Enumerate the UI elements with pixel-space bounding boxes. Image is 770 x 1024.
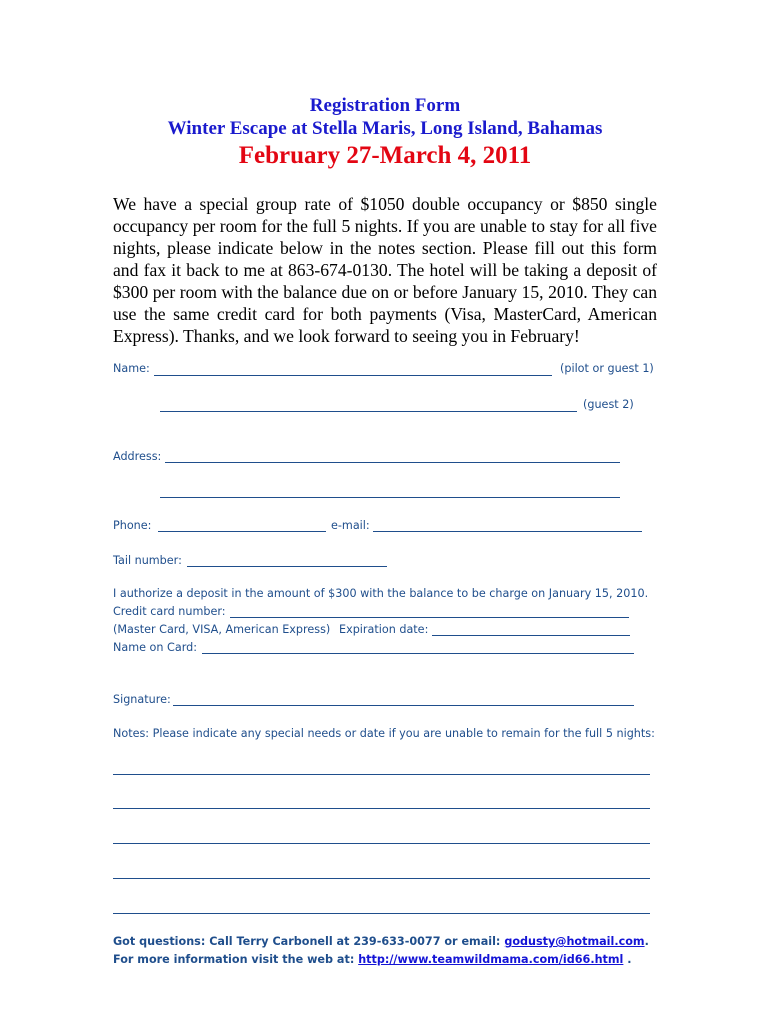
intro-paragraph: We have a special group rate of $1050 double occupancy or $850 single occupancy per room for the full 5 nights. If you are unable to stay for all five nights, please indicate below in the notes section. Please fill out this form and fax it back to me at 863-674-0130. The hotel will be taking a deposit of $300 per room with the balance due on or before January 15, 2010. They can use the same credit card for both payments (Visa, MasterCard, American Express). Thanks, and we look forward to seeing you in February! xyxy=(113,194,657,346)
card-types-text: (Master Card, VISA, American Express) xyxy=(113,623,331,636)
authorize-text: I authorize a deposit in the amount of $300 with the balance to be charge on January 15, 2010. xyxy=(113,587,649,600)
name-label: Name: xyxy=(113,362,150,375)
email-field[interactable] xyxy=(373,531,642,532)
contact-email-link[interactable]: godusty@hotmail.com xyxy=(504,935,645,948)
contact-footer xyxy=(113,933,673,969)
form-header xyxy=(0,94,770,172)
notes-line-3[interactable] xyxy=(113,843,650,844)
name-field-2[interactable] xyxy=(160,411,577,412)
address-label: Address: xyxy=(113,450,162,463)
email-label: e-mail: xyxy=(331,519,370,532)
name-on-card-field[interactable] xyxy=(202,653,634,654)
footer-text-3: . xyxy=(623,953,632,966)
notes-line-1[interactable] xyxy=(113,774,650,775)
address-field-1[interactable] xyxy=(165,462,620,463)
website-link[interactable]: http://www.teamwildmama.com/id66.html xyxy=(358,953,624,966)
footer-text-1: Got questions: Call Terry Carbonell at 239-633-0077 or email: xyxy=(113,935,505,948)
tail-number-label: Tail number: xyxy=(113,554,182,567)
card-number-field[interactable] xyxy=(230,617,629,618)
name-note-guest-2: (guest 2) xyxy=(583,398,634,411)
name-note-guest-1: (pilot or guest 1) xyxy=(560,362,654,375)
form-title: Registration Form xyxy=(309,95,461,116)
signature-label: Signature: xyxy=(113,693,171,706)
notes-line-2[interactable] xyxy=(113,808,650,809)
notes-line-5[interactable] xyxy=(113,913,650,914)
event-dates: February 27-March 4, 2011 xyxy=(238,142,532,169)
expiration-date-field[interactable] xyxy=(432,635,630,636)
name-field-1[interactable] xyxy=(154,375,552,376)
address-field-2[interactable] xyxy=(160,497,620,498)
name-on-card-label: Name on Card: xyxy=(113,641,197,654)
tail-number-field[interactable] xyxy=(187,566,387,567)
expiration-label: Expiration date: xyxy=(339,623,429,636)
notes-label: Notes: Please indicate any special needs or date if you are unable to remain for the full 5 nights: xyxy=(113,727,655,740)
notes-line-4[interactable] xyxy=(113,878,650,879)
signature-field[interactable] xyxy=(173,705,634,706)
phone-label: Phone: xyxy=(113,519,152,532)
event-subtitle: Winter Escape at Stella Maris, Long Island, Bahamas xyxy=(167,118,603,139)
phone-field[interactable] xyxy=(158,531,326,532)
card-number-label: Credit card number: xyxy=(113,605,226,618)
footer-text-2: . For more information visit the web at: xyxy=(113,935,649,966)
